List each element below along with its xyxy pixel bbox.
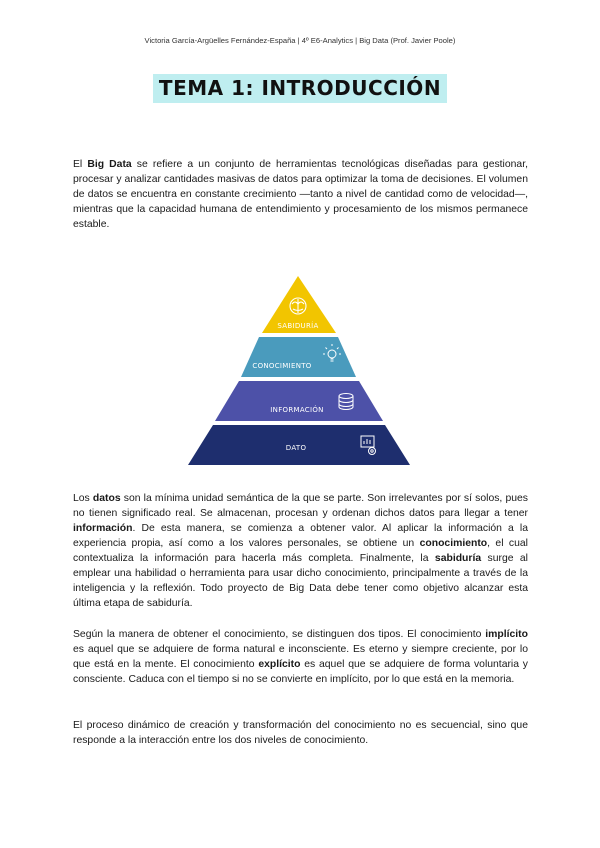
text-span: El proceso dinámico de creación y transformación del conocimiento no es secuencial, sino que responde a la interacción entre los dos niveles de conocimiento. bbox=[73, 720, 528, 746]
text-span: se refiere a un conjunto de herramientas tecnológicas diseñadas para gestionar, procesar y analizar cantidades masivas de datos para optimizar la toma de decisiones. El volumen de datos se encuentra en constante crecimiento —tanto a nivel de cantidad como de velocidad—, mientras que la capacidad humana de entendimiento y procesamiento de los mismos permanece estable. bbox=[73, 159, 528, 230]
paragraph-big-data bbox=[73, 157, 528, 232]
text-span: es aquel que se adquiere de forma voluntaria y consciente. Caduca con el tiempo si no se convierte en implícito, por lo que está en la memoria. bbox=[73, 659, 528, 685]
paragraph-knowledge-types bbox=[73, 627, 528, 687]
bold-term: información bbox=[73, 523, 133, 534]
bold-term: explícito bbox=[258, 659, 301, 670]
bold-term: conocimiento bbox=[419, 538, 488, 549]
page-header: Victoria García-Argüelles Fernández-España | 4º E6-Analytics | Big Data (Prof. Javier Poole) bbox=[144, 36, 456, 45]
pyramid-level-informacion bbox=[215, 381, 383, 421]
text-span: surge al emplear una habilidad o herramienta para usar dicho conocimiento, principalmente a través de la inteligencia y la reflexión. Todo proyecto de Big Data debe tener como objetivo alcanzar esta última etapa de sabiduría. bbox=[73, 553, 528, 609]
pyramid-label-dato: DATO bbox=[285, 444, 307, 452]
dikw-pyramid bbox=[186, 274, 414, 466]
pyramid-label-conocimiento: CONOCIMIENTO bbox=[252, 362, 312, 370]
text-span: es aquel que se adquiere de forma natural e inconsciente. Es eterno y siempre creciente, por lo que está en la mente. El conocimiento bbox=[73, 644, 528, 670]
text-span: . De esta manera, se comienza a obtener valor. Al aplicar la información a la experiencia propia, así como a los valores personales, se obtiene un bbox=[73, 523, 528, 549]
title-container bbox=[0, 74, 600, 103]
paragraph-dikw bbox=[73, 491, 528, 611]
pyramid-label-informacion: INFORMACIÓN bbox=[270, 406, 324, 414]
pyramid-label-sabiduria: SABIDURÍA bbox=[277, 322, 319, 330]
bold-term: sabiduría bbox=[434, 553, 482, 564]
paragraph-dynamic-process bbox=[73, 718, 528, 748]
page-title: TEMA 1: INTRODUCCIÓN bbox=[153, 74, 447, 103]
text-span: , el cual contextualiza la información para hacerla más completa. Finalmente, la bbox=[73, 538, 528, 564]
text-span: Según la manera de obtener el conocimiento, se distinguen dos tipos. El conocimiento bbox=[73, 629, 486, 640]
text-span: Los bbox=[73, 493, 93, 504]
bold-term: datos bbox=[92, 493, 121, 504]
bold-term: implícito bbox=[485, 629, 528, 640]
text-span: son la mínima unidad semántica de la que se parte. Son irrelevantes por sí solos, pues no tienen significado real. Se almacenan, procesan y ordenan dichos datos para llegar a tener bbox=[73, 493, 528, 519]
bold-term: Big Data bbox=[87, 159, 132, 170]
text-span: El bbox=[73, 159, 88, 170]
pyramid-level-conocimiento bbox=[241, 337, 356, 377]
